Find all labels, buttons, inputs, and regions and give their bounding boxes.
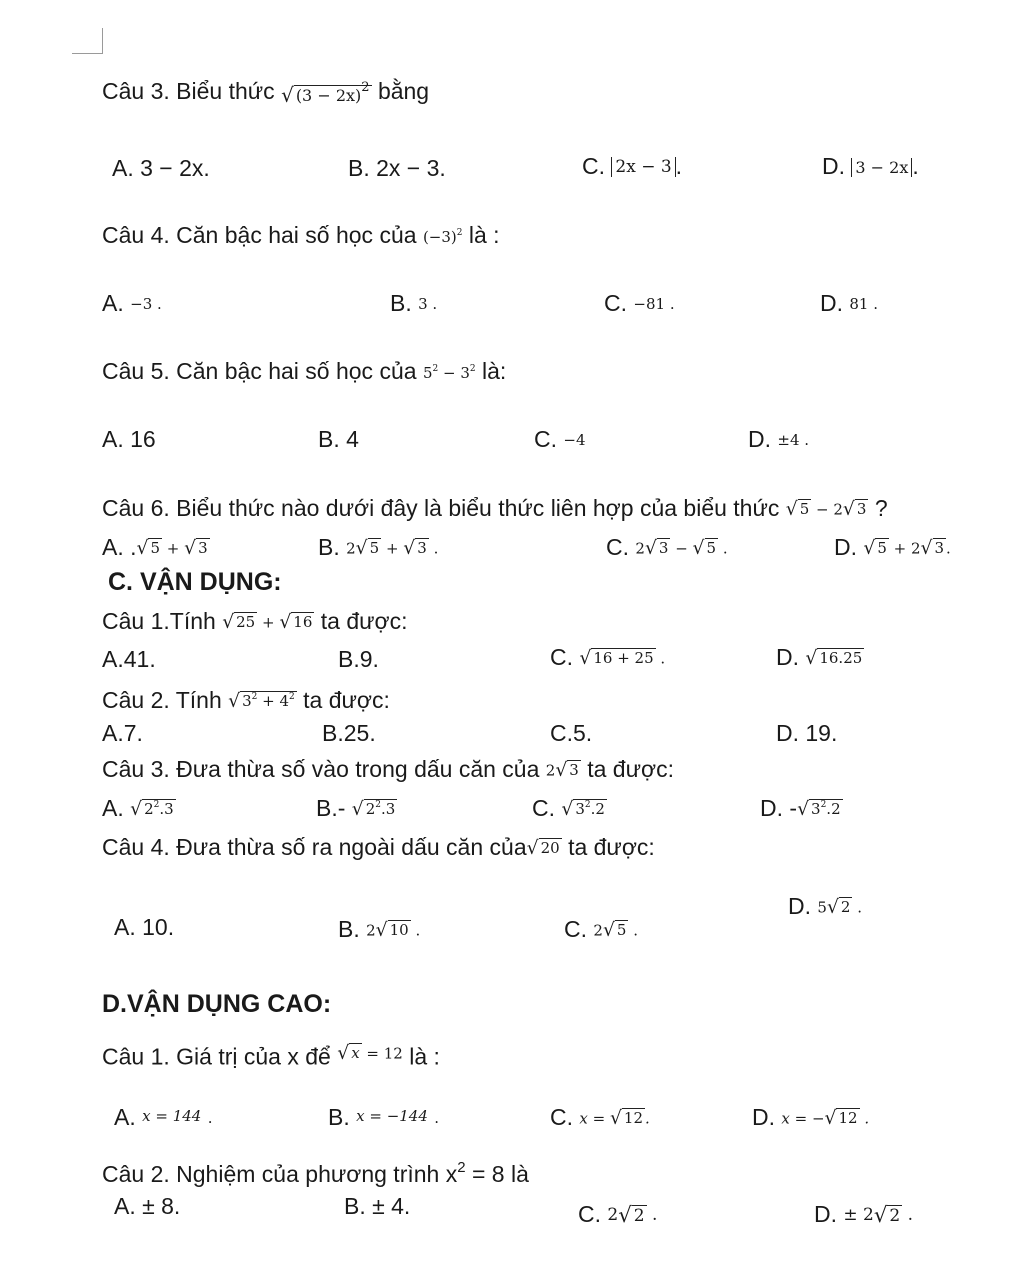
q4-option-b: B. 3 .: [390, 290, 438, 316]
c-q4-option-c: C. 2√ 5 .: [564, 916, 638, 942]
q3-stem-suffix: bằng: [377, 78, 430, 104]
c-q4-option-b: B. 2√ 10 .: [338, 916, 421, 942]
c-q2-option-c: C.5.: [550, 720, 593, 746]
c-q3-option-a: A. √ $2^2.3$: [102, 795, 174, 821]
d-q2-option-d: D. ± 2√ 2 .: [814, 1201, 914, 1229]
d-q2-option-b: B. ± 4.: [344, 1193, 411, 1219]
c-q2-option-b: B.25.: [322, 720, 376, 746]
q3-option-d: D. 3 − 2x .: [822, 153, 919, 179]
q3-option-b: B. 2x − 3.: [348, 155, 446, 181]
q3-sqrt-expression: √ $(3 - 2x)^2$: [281, 79, 370, 107]
q6-option-b: B. 2√ 5 + √ 3 .: [318, 534, 439, 560]
q3-radicand: (3 − 2x): [295, 85, 362, 105]
c-q3-option-c: C. √ $3^2.2$: [532, 795, 605, 821]
q6-option-c: C. 2√ 3 − √ 5 .: [606, 534, 728, 560]
c-q4-stem: Câu 4. Đưa thừa số ra ngoài dấu căn của√ 20 ta được:: [102, 834, 655, 860]
c-q4-option-a: A. 10.: [114, 914, 175, 940]
c-q2-option-d: D. 19.: [776, 720, 838, 746]
c-q2-option-a: A.7.: [102, 720, 143, 746]
q5-option-c: C. −4: [534, 426, 586, 452]
q3-exponent: 2: [361, 79, 370, 95]
q4-option-d: D. 81 .: [820, 290, 879, 316]
section-c-title: C. VẬN DỤNG:: [108, 568, 282, 596]
d-q1-option-d: D. x = −√ 12 .: [752, 1104, 870, 1130]
d-q1-stem: Câu 1. Giá trị của x để √ x = 12 là :: [102, 1043, 440, 1070]
q3-option-a: A. 3 − 2x.: [112, 155, 210, 181]
c-q1-option-d: D. √ 16.25: [776, 644, 863, 670]
q4-stem: Câu 4. Căn bậc hai số học của $(-3)^2$ là :: [102, 222, 500, 248]
q3-stem-text: Câu 3. Biểu thức: [102, 78, 275, 104]
q3-option-c: C. 2x − 3 .: [582, 153, 683, 179]
q5-option-d: D. ±4 .: [748, 426, 810, 452]
d-q1-option-c: C. x = √ 12 .: [550, 1104, 650, 1130]
c-q3-option-b: B.- √ $2^2.3$: [316, 795, 396, 821]
c-q3-option-d: D. -√ $3^2.2$: [760, 795, 841, 821]
section-d-title: D.VẬN DỤNG CAO:: [102, 990, 332, 1018]
d-q1-option-a: A. x = 144 .: [114, 1104, 213, 1130]
d-q2-option-c: C. 2√ 2 .: [578, 1201, 658, 1229]
q5-option-b: B. 4: [318, 426, 359, 452]
q5-option-a: A. 16: [102, 426, 156, 452]
q6-option-d: D. √ 5 + 2√ 3 .: [834, 534, 951, 560]
d-q2-option-a: A. ± 8.: [114, 1193, 181, 1219]
d-q1-option-b: B. x = −144 .: [328, 1104, 440, 1130]
c-q2-stem: Câu 2. Tính √ $3^2 + 4^2$ ta được:: [102, 687, 390, 713]
q4-option-a: A. −3 .: [102, 290, 162, 316]
c-q3-stem: Câu 3. Đưa thừa số vào trong dấu căn của 2√ 3 ta được:: [102, 756, 674, 782]
c-q4-option-d: D. 5√ 2 .: [788, 893, 862, 919]
c-q1-option-c: C. √ 16 + 25 .: [550, 644, 666, 670]
q3-stem: [102, 80, 429, 105]
c-q1-option-a: A.41.: [102, 646, 156, 672]
c-q1-option-b: B.9.: [338, 646, 379, 672]
c-q1-stem: Câu 1.Tính √ 25 + √ 16 ta được:: [102, 608, 408, 634]
q5-stem: Câu 5. Căn bậc hai số học của $5^2 - 3^2$ là:: [102, 358, 507, 384]
d-q2-stem: Câu 2. Nghiệm của phương trình $x^2 = 8$ là: [102, 1159, 529, 1187]
q6-stem: Câu 6. Biểu thức nào dưới đây là biểu thức liên hợp của biểu thức √ 5 − 2√ 3 ?: [102, 495, 888, 521]
q6-option-a: A. .√ 5 + √ 3: [102, 534, 208, 560]
page-corner-mark: [72, 28, 103, 54]
q4-option-c: C. −81 .: [604, 290, 675, 316]
